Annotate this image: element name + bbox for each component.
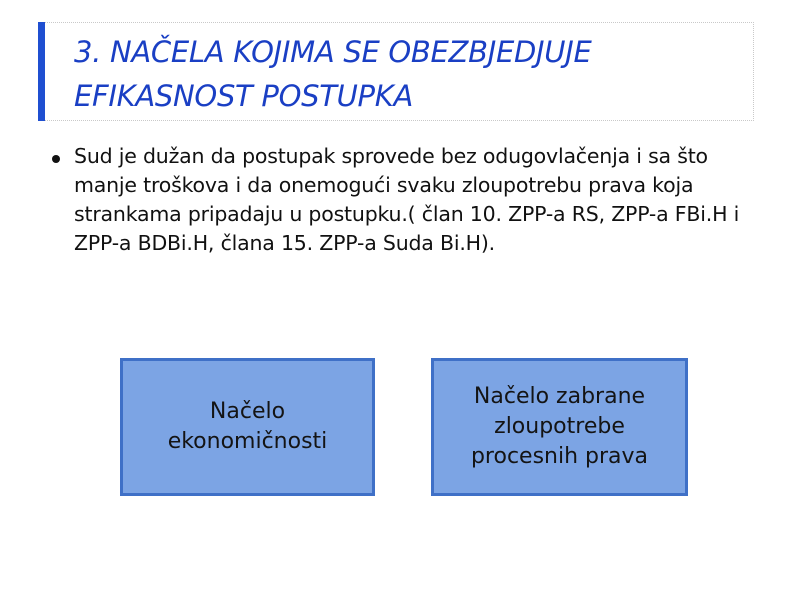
principle-box-economy bbox=[120, 358, 375, 496]
principle-box-abuse-prohibition bbox=[431, 358, 688, 496]
bullet-text: Sud je dužan da postupak sprovede bez odugovlačenja i sa što manje troškova i da onemogući svaku zloupotrebu prava koja strankama pripadaju u postupku.( član 10. ZPP-a RS, ZPP-a FBi.H i ZPP-a BDBi.H, člana 15. ZPP-a Suda Bi.H). bbox=[74, 144, 740, 255]
principle-box-label: Načelo zabrane zloupotrebe procesnih prava bbox=[470, 384, 649, 469]
bullet-dot-icon bbox=[52, 155, 60, 163]
title-accent-bar bbox=[38, 22, 45, 121]
slide-title: 3. NAČELA KOJIMA SE OBEZBJEDJUJE EFIKASNOST POSTUPKA bbox=[74, 35, 592, 113]
principle-box-label: Načelo ekonomičnosti bbox=[167, 399, 328, 454]
